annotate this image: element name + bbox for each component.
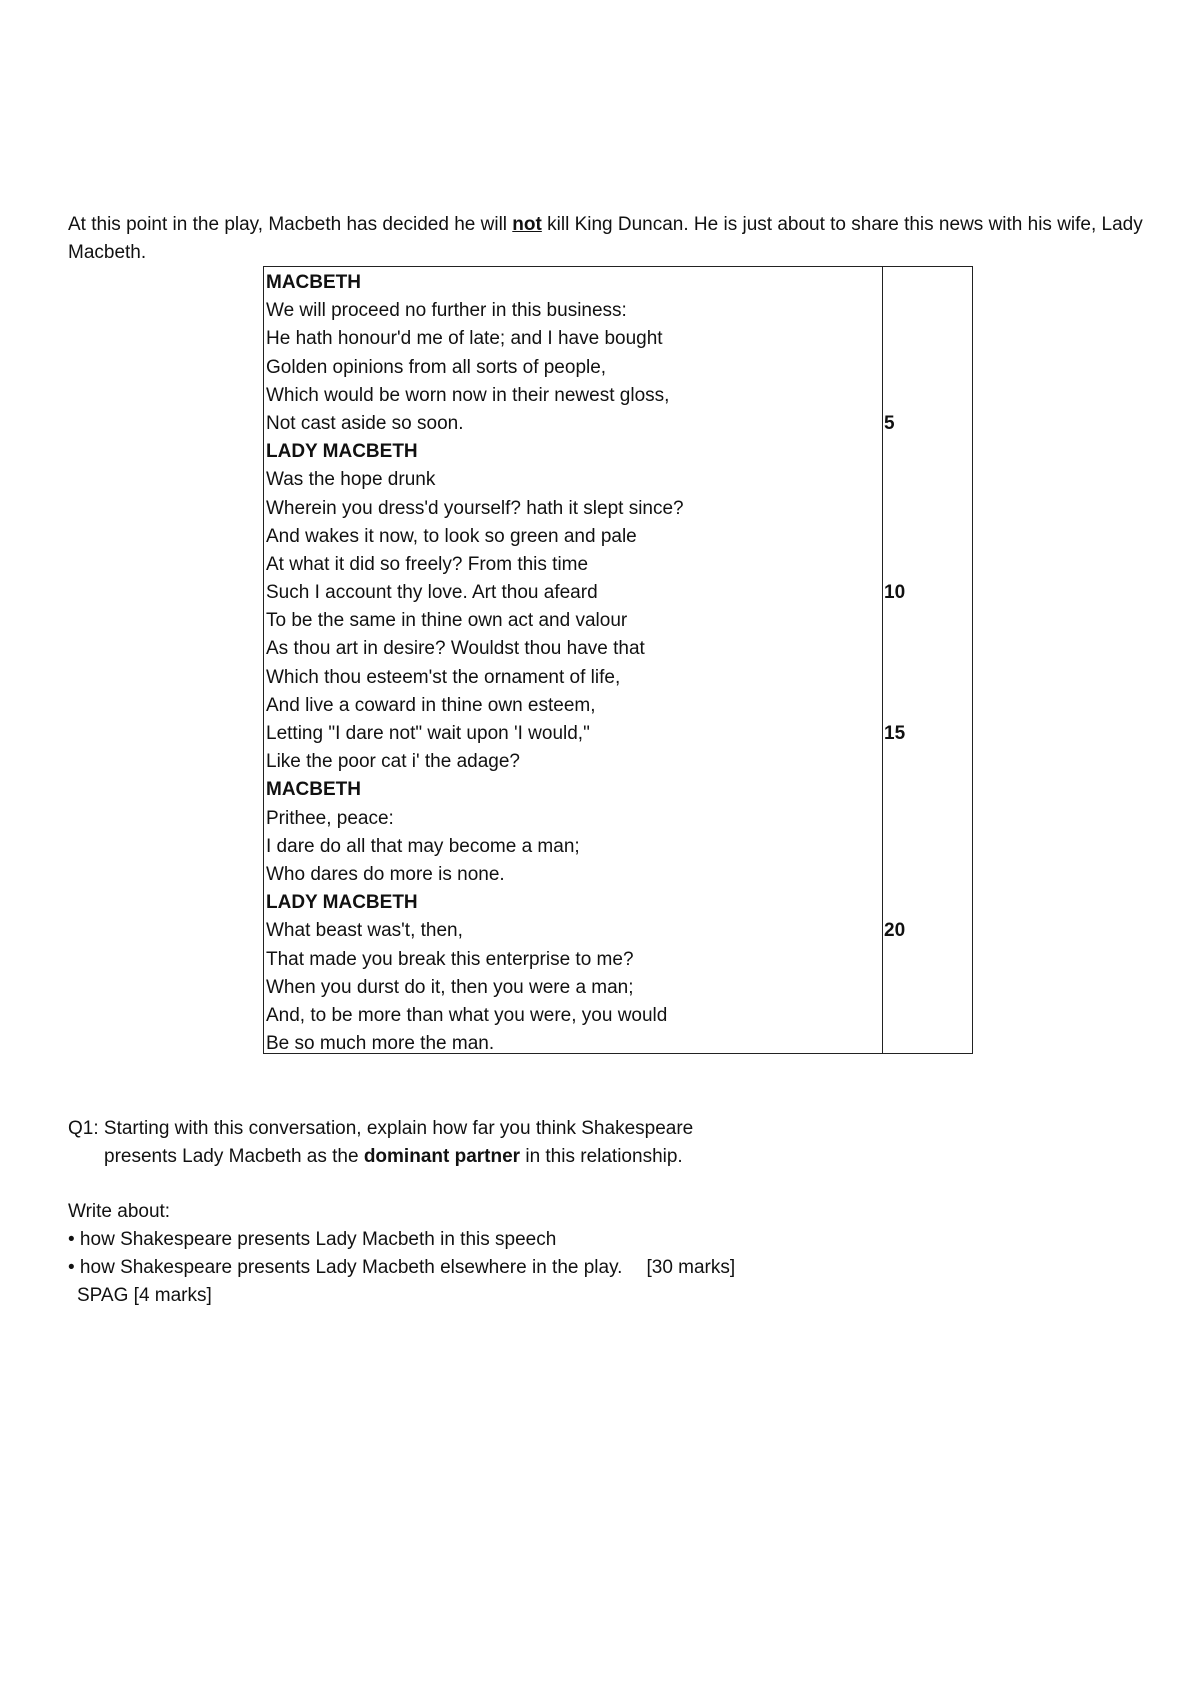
line-number	[883, 551, 972, 579]
line-number	[883, 325, 972, 353]
verse-line: Golden opinions from all sorts of people,	[266, 356, 607, 378]
verse-line: I dare do all that may become a man;	[266, 835, 580, 857]
intro-emphasis: not	[512, 214, 542, 235]
verse-line: Like the poor cat i' the adage?	[266, 751, 520, 773]
line-number: 20	[884, 920, 906, 942]
line-number	[883, 833, 972, 861]
bullet-point-1: • how Shakespeare presents Lady Macbeth in this speech	[68, 1229, 557, 1250]
line-number	[883, 805, 972, 833]
question-line-2-after: in this relationship.	[520, 1146, 683, 1167]
verse-line: As thou art in desire? Wouldst thou have that	[266, 638, 645, 660]
spag-marks: SPAG [4 marks]	[77, 1285, 212, 1306]
verse-line: Was the hope drunk	[266, 469, 436, 491]
line-number	[883, 861, 972, 889]
line-number	[883, 269, 972, 297]
verse-line: To be the same in thine own act and valour	[266, 610, 628, 632]
verse-line: And wakes it now, to look so green and pale	[266, 525, 637, 547]
question-line-1: Q1: Starting with this conversation, explain how far you think Shakespeare	[68, 1118, 694, 1139]
line-number	[883, 889, 972, 917]
speaker-name: MACBETH	[266, 272, 361, 293]
bullet-point-2-text: • how Shakespeare presents Lady Macbeth elsewhere in the play.	[68, 1257, 623, 1278]
verse-line: Letting "I dare not" wait upon 'I would,"	[266, 723, 590, 744]
write-about-heading: Write about:	[68, 1201, 171, 1222]
line-number	[883, 635, 972, 663]
line-number: 10	[884, 582, 906, 604]
intro-text-after: kill King Duncan. He is just about to share this news with his wife, Lady Macbeth.	[68, 214, 1143, 263]
verse-line: When you durst do it, then you were a man;	[266, 976, 634, 998]
speaker-name: LADY MACBETH	[266, 892, 418, 914]
line-number	[883, 1002, 972, 1030]
play-extract-table	[263, 266, 973, 1054]
verse-line: Not cast aside so soon.	[266, 412, 464, 434]
write-about-block	[68, 1198, 735, 1310]
verse-line: And live a coward in thine own esteem,	[266, 694, 596, 716]
speaker-name: LADY MACBETH	[266, 441, 418, 463]
speaker-name: MACBETH	[266, 779, 361, 801]
line-number	[883, 664, 972, 692]
verse-line: And, to be more than what you were, you would	[266, 1004, 668, 1026]
verse-line: Prithee, peace:	[266, 807, 394, 829]
verse-line: That made you break this enterprise to me?	[266, 948, 634, 970]
line-number	[883, 607, 972, 635]
verse-line: Be so much more the man.	[266, 1033, 495, 1055]
question-line-2-before: presents Lady Macbeth as the	[104, 1146, 364, 1167]
verse-line: Which thou esteem'st the ornament of life,	[266, 666, 621, 688]
question-block	[68, 1115, 693, 1171]
marks-label: [30 marks]	[646, 1257, 736, 1278]
line-number	[883, 748, 972, 776]
line-number	[883, 354, 972, 382]
verse-line: Which would be worn now in their newest gloss,	[266, 384, 670, 406]
verse-line: At what it did so freely? From this time	[266, 553, 589, 575]
line-number	[883, 692, 972, 720]
verse-line: Who dares do more is none.	[266, 863, 505, 885]
line-numbers-column	[883, 267, 972, 1053]
line-number	[883, 523, 972, 551]
line-number	[883, 438, 972, 466]
extract-lines-column	[264, 267, 883, 1053]
intro-paragraph	[68, 211, 1148, 267]
verse-line: He hath honour'd me of late; and I have bought	[266, 328, 663, 350]
question-line-2	[68, 1143, 693, 1171]
line-number	[883, 1030, 972, 1058]
bullet-point-2	[68, 1254, 735, 1282]
line-number	[883, 974, 972, 1002]
intro-text-before: At this point in the play, Macbeth has decided he will	[68, 214, 513, 235]
verse-line: What beast was't, then,	[266, 920, 463, 942]
verse-line: Wherein you dress'd yourself? hath it slept since?	[266, 497, 684, 519]
line-number	[883, 466, 972, 494]
line-number	[883, 495, 972, 523]
line-number	[883, 946, 972, 974]
line-number	[883, 297, 972, 325]
verse-line: We will proceed no further in this business:	[266, 300, 627, 322]
line-number: 5	[884, 412, 895, 434]
question-emphasis: dominant partner	[363, 1146, 521, 1167]
line-number: 15	[884, 723, 906, 744]
line-number	[883, 776, 972, 804]
line-number	[883, 382, 972, 410]
verse-line: Such I account thy love. Art thou afeard	[266, 582, 598, 604]
